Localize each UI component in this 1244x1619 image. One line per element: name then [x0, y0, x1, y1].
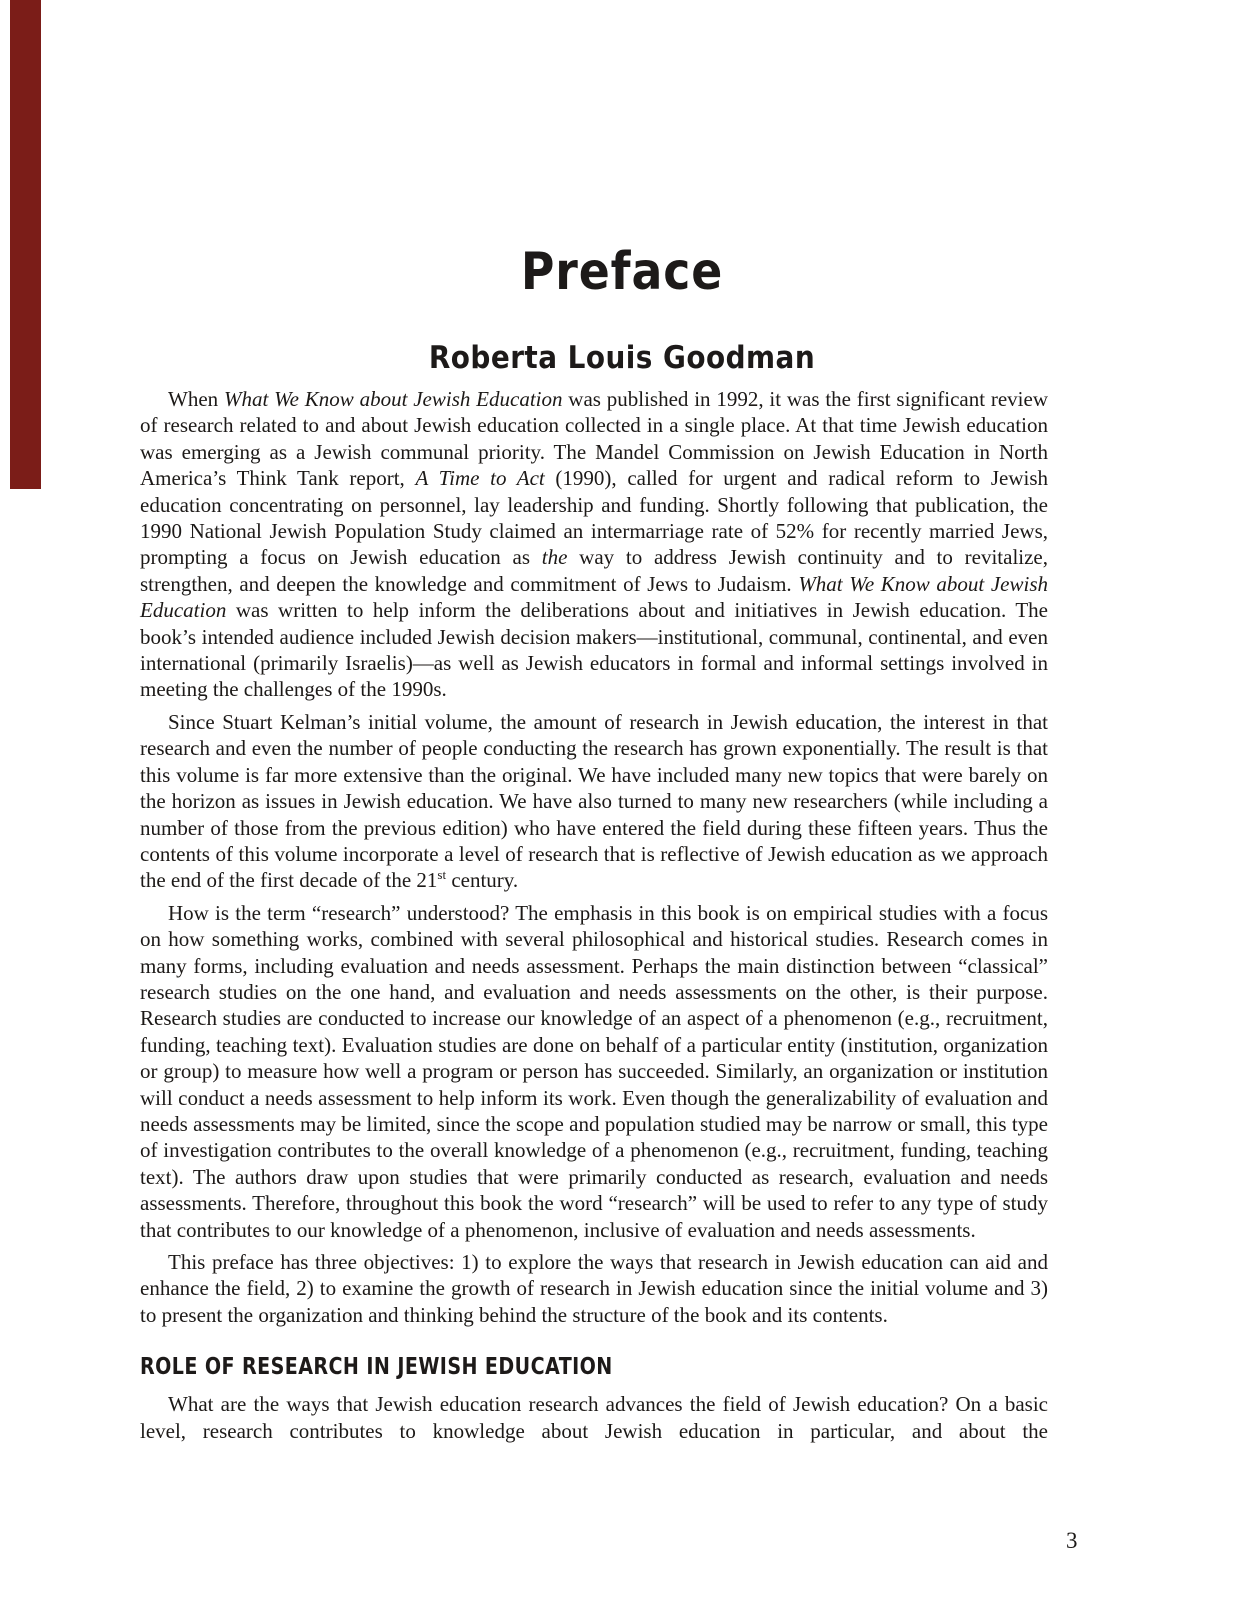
page-title: Preface [520, 242, 724, 302]
chapter-tab-bar [10, 0, 41, 489]
paragraph: When What We Know about Jewish Education was published in 1992, it was the first significant review of research related to and about Jewish education collected in a single place. At that time Jewish education was emerging as a Jewish communal priority. The Mandel Commission on Jewish Education in North America’s Think Tank report, A Time to Act (1990), called for urgent and radical reform to Jewish education concentrating on personnel, lay leadership and funding. Shortly following that publication, the 1990 National Jewish Population Study claimed an intermarriage rate of 52% for recently married Jews, prompting a focus on Jewish education as the way to address Jewish continuity and to revitalize, strengthen, and deepen the knowledge and commitment of Jews to Judaism. What We Know about Jewish Education was written to help inform the deliberations about and initiatives in Jewish education. The book’s intended audience included Jewish decision makers—institutional, communal, continental, and even international (primarily Israelis)—as well as Jewish educators in formal and informal settings involved in meeting the challenges of the 1990s. [140, 387, 1049, 702]
paragraph: What are the ways that Jewish education research advances the field of Jewish education? On a basic level, research contributes to knowledge about Jewish education in particular, and about the [140, 1392, 1048, 1443]
paragraph: How is the term “research” understood? The emphasis in this book is on empirical studies with a focus on how something works, combined with several philosophical and historical studies. Research comes in many forms, including evaluation and needs assessment. Perhaps the main distinction between “classical” research studies on the one hand, and evaluation and needs assessments on the other, is their purpose. Research studies are conducted to increase our knowledge of an aspect of a phenomenon (e.g., recruitment, funding, teaching text). Evaluation studies are done on behalf of a particular entity (institution, organization or group) to measure how well a program or person has succeeded. Similarly, an organization or institution will conduct a needs assessment to help inform its work. Even though the generalizability of evaluation and needs assessments may be limited, since the scope and population studied may be narrow or small, this type of investigation contributes to the overall knowledge of a phenomenon (e.g., recruitment, funding, teaching text). The authors draw upon studies that were primarily conducted as research, evaluation and needs assessments. Therefore, throughout this book the word “research” will be used to refer to any type of study that contributes to our knowledge of a phenomenon, inclusive of evaluation and needs assessments. [140, 900, 1048, 1242]
text-column [140, 386, 1048, 1450]
paragraph: This preface has three objectives: 1) to explore the ways that research in Jewish education can aid and enhance the field, 2) to examine the growth of research in Jewish education since the initial volume and 3) to present the organization and thinking behind the structure of the book and its contents. [140, 1250, 1048, 1327]
page-number: 3 [1066, 1528, 1078, 1553]
body-paragraphs [140, 386, 1048, 1328]
section-paragraphs [140, 1391, 1048, 1444]
author-name: Roberta Louis Goodman [428, 340, 816, 376]
paragraph: Since Stuart Kelman’s initial volume, the amount of research in Jewish education, the interest in that research and even the number of people conducting the research has grown exponentially. The result is that this volume is far more extensive than the original. We have included many new topics that were barely on the horizon as issues in Jewish education. We have also turned to many new researchers (while including a number of those from the previous edition) who have entered the field during these fifteen years. Thus the contents of this volume incorporate a level of research that is reflective of Jewish education as we approach the end of the first decade of the 21st century. [140, 709, 1048, 893]
section-heading: ROLE OF RESEARCH IN JEWISH EDUCATION [140, 1354, 613, 1381]
